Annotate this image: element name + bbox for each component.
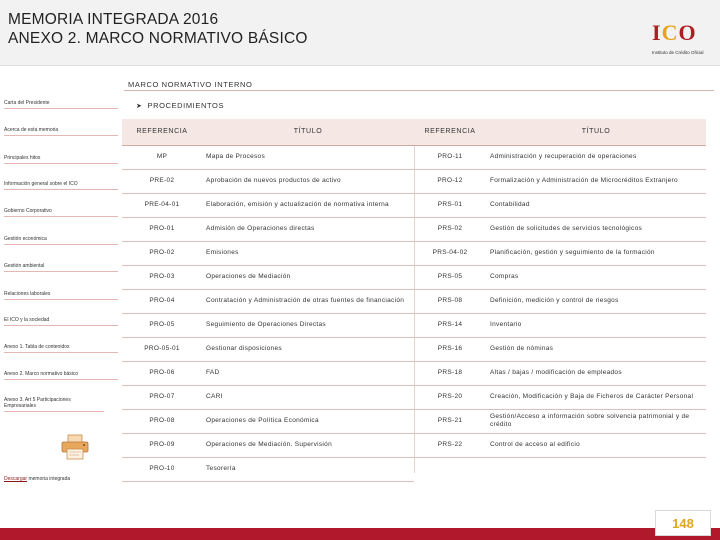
row-ref: PRS-04-02 xyxy=(414,241,486,265)
page-header xyxy=(0,0,720,66)
row-title: Emisiones xyxy=(202,241,414,265)
arrow-bullet-icon: ➤ xyxy=(136,103,143,110)
column-header-titulo: TÍTULO xyxy=(202,119,414,145)
row-ref: PRO-05 xyxy=(122,313,202,337)
row-ref: PRS-16 xyxy=(414,337,486,361)
row-title: Seguimiento de Operaciones Directas xyxy=(202,313,414,337)
row-title: Contabilidad xyxy=(486,193,706,217)
row-ref: PRS-02 xyxy=(414,217,486,241)
row-ref: MP xyxy=(122,145,202,169)
logo-marks-text: ICO xyxy=(652,20,697,45)
row-title: Operaciones de Política Económica xyxy=(202,409,414,433)
table-row xyxy=(414,433,706,457)
table-row xyxy=(414,313,706,337)
row-title: Admisión de Operaciones directas xyxy=(202,217,414,241)
row-title: Operaciones de Mediación. Supervisión xyxy=(202,433,414,457)
row-title: Control de acceso al edificio xyxy=(486,433,706,457)
subsection-heading xyxy=(136,101,224,110)
row-title: CARI xyxy=(202,385,414,409)
subsection-label: PROCEDIMIENTOS xyxy=(147,101,225,110)
row-title: Mapa de Procesos xyxy=(202,145,414,169)
row-ref: PRE-04-01 xyxy=(122,193,202,217)
row-ref: PRO-10 xyxy=(122,457,202,481)
table-row xyxy=(122,265,414,289)
download-link-text[interactable]: Descargar xyxy=(4,476,28,482)
row-ref: PRS-22 xyxy=(414,433,486,457)
procedures-table-left xyxy=(122,119,414,482)
row-title: Administración y recuperación de operaciones xyxy=(486,145,706,169)
table-row xyxy=(414,193,706,217)
table-row xyxy=(414,265,706,289)
row-ref: PRS-01 xyxy=(414,193,486,217)
row-title: Definición, medición y control de riesgos xyxy=(486,289,706,313)
table-row xyxy=(414,337,706,361)
table-row xyxy=(414,409,706,433)
table-row xyxy=(122,217,414,241)
table-row xyxy=(122,289,414,313)
table-header-row xyxy=(414,119,706,145)
row-ref: PRS-05 xyxy=(414,265,486,289)
page-title-line-1: MEMORIA INTEGRADA 2016 xyxy=(8,11,219,28)
row-ref: PRO-12 xyxy=(414,169,486,193)
column-header-titulo: TÍTULO xyxy=(486,119,706,145)
sidebar-item-informacion-general[interactable]: Información general sobre el ICO xyxy=(4,181,118,190)
sidebar-item-gobierno-corporativo[interactable]: Gobierno Corporativo xyxy=(4,208,118,217)
row-ref: PRO-01 xyxy=(122,217,202,241)
row-title: Elaboración, emisión y actualización de normativa interna xyxy=(202,193,414,217)
row-title: Gestionar disposiciones xyxy=(202,337,414,361)
page-number-box xyxy=(655,510,711,536)
table-row xyxy=(414,241,706,265)
table-row xyxy=(122,361,414,385)
row-ref: PRO-09 xyxy=(122,433,202,457)
sidebar-item-principales-hitos[interactable]: Principales hitos xyxy=(4,155,118,164)
section-title: MARCO NORMATIVO INTERNO xyxy=(128,80,253,89)
sidebar-item-relaciones-laborales[interactable]: Relaciones laborales xyxy=(4,291,118,300)
row-title: Inventario xyxy=(486,313,706,337)
column-header-referencia: REFERENCIA xyxy=(414,119,486,145)
table-row xyxy=(414,145,706,169)
row-ref: PRS-20 xyxy=(414,385,486,409)
table-row xyxy=(122,409,414,433)
download-link-rest: memoria integrada xyxy=(27,476,71,482)
row-title: Contratación y Administración de otras fuentes de financiación xyxy=(202,289,414,313)
table-row-empty xyxy=(414,457,706,481)
column-header-referencia: REFERENCIA xyxy=(122,119,202,145)
row-ref: PRO-08 xyxy=(122,409,202,433)
page-number: 148 xyxy=(672,516,694,531)
sidebar-item-ico-sociedad[interactable]: El ICO y la sociedad xyxy=(4,317,118,326)
row-title: Gestión de nóminas xyxy=(486,337,706,361)
printer-icon[interactable] xyxy=(60,434,90,460)
sidebar-item-gestion-economica[interactable]: Gestión económica xyxy=(4,236,118,245)
row-ref: PRO-06 xyxy=(122,361,202,385)
page-title-line-2: ANEXO 2. MARCO NORMATIVO BÁSICO xyxy=(8,30,308,47)
table-row xyxy=(122,337,414,361)
footer-bar xyxy=(0,528,720,540)
row-ref: PRO-07 xyxy=(122,385,202,409)
row-ref: PRE-02 xyxy=(122,169,202,193)
row-title: Gestión/Acceso a información sobre solvencia patrimonial y de crédito xyxy=(486,409,706,433)
sidebar-item-carta-presidente[interactable]: Carta del Presidente xyxy=(4,100,118,109)
row-title: FAD xyxy=(202,361,414,385)
table-row xyxy=(122,385,414,409)
section-divider xyxy=(124,90,714,91)
row-ref: PRO-05-01 xyxy=(122,337,202,361)
sidebar-nav xyxy=(0,95,122,490)
row-title: Altas / bajas / modificación de empleados xyxy=(486,361,706,385)
sidebar-item-anexo-2[interactable]: Anexo 2. Marco normativo básico xyxy=(4,371,118,380)
download-memoria-link[interactable] xyxy=(4,476,118,484)
sidebar-item-anexo-1[interactable]: Anexo 1. Tabla de contenidos xyxy=(4,344,118,353)
table-row xyxy=(122,193,414,217)
table-row xyxy=(414,217,706,241)
row-ref: PRO-04 xyxy=(122,289,202,313)
row-ref: PRO-11 xyxy=(414,145,486,169)
row-title-empty xyxy=(486,457,706,481)
row-ref: PRS-14 xyxy=(414,313,486,337)
logo-marks xyxy=(652,22,714,44)
row-ref: PRO-02 xyxy=(122,241,202,265)
logo-subtitle: Instituto de Crédito Oficial xyxy=(652,50,704,55)
row-title: Planificación, gestión y seguimiento de la formación xyxy=(486,241,706,265)
table-row xyxy=(122,457,414,481)
table-row xyxy=(122,169,414,193)
sidebar-item-anexo-3[interactable]: Anexo 3. Art 5 Participaciones Empresariales xyxy=(4,397,104,412)
table-row xyxy=(414,361,706,385)
sidebar-item-gestion-ambiental[interactable]: Gestión ambiental xyxy=(4,263,118,272)
table-row xyxy=(414,169,706,193)
row-ref: PRO-03 xyxy=(122,265,202,289)
row-ref-empty xyxy=(414,457,486,481)
row-title: Operaciones de Mediación xyxy=(202,265,414,289)
row-ref: PRS-08 xyxy=(414,289,486,313)
sidebar-item-acerca-memoria[interactable]: Acerca de esta memoria xyxy=(4,127,118,136)
row-title: Aprobación de nuevos productos de activo xyxy=(202,169,414,193)
row-title: Formalización y Administración de Microcréditos Extranjero xyxy=(486,169,706,193)
procedures-table-right xyxy=(414,119,706,481)
row-ref: PRS-18 xyxy=(414,361,486,385)
row-title: Creación, Modificación y Baja de Ficheros de Carácter Personal xyxy=(486,385,706,409)
table-row xyxy=(122,433,414,457)
ico-logo xyxy=(652,22,714,62)
table-row xyxy=(414,385,706,409)
row-title: Tesorería xyxy=(202,457,414,481)
table-row xyxy=(122,241,414,265)
page-title xyxy=(8,10,308,48)
table-row xyxy=(122,313,414,337)
row-title: Compras xyxy=(486,265,706,289)
table-row xyxy=(414,289,706,313)
table-row xyxy=(122,145,414,169)
row-ref: PRS-21 xyxy=(414,409,486,433)
row-title: Gestión de solicitudes de servicios tecnológicos xyxy=(486,217,706,241)
table-header-row xyxy=(122,119,414,145)
